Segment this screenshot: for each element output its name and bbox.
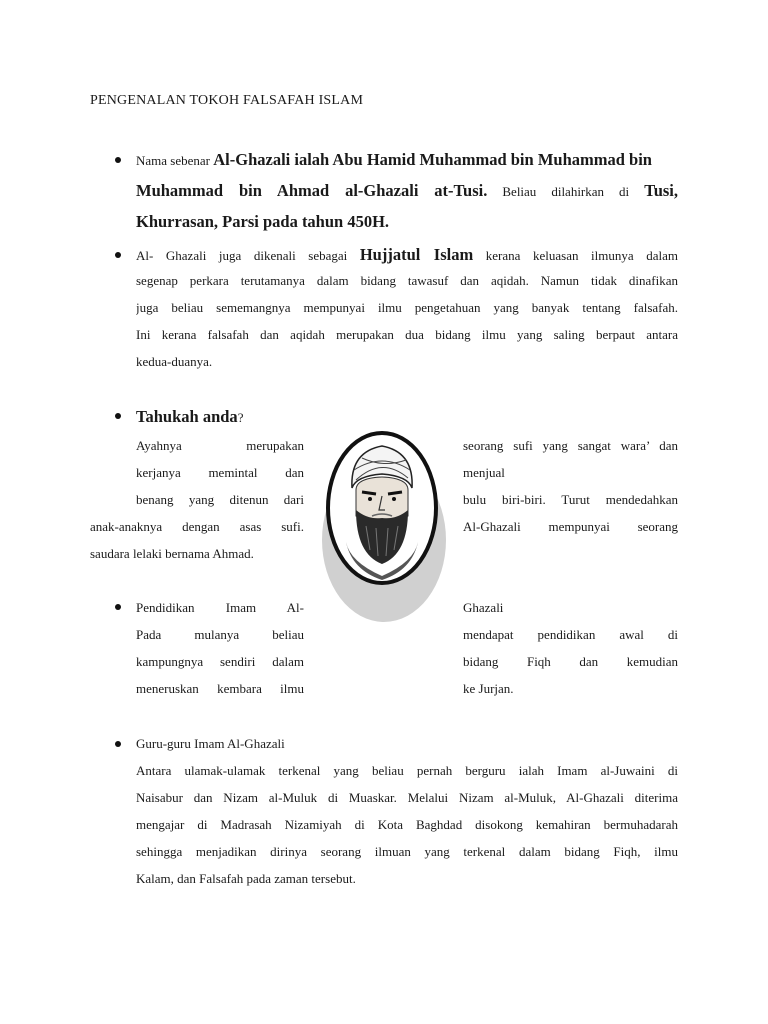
b4-heading-left: Pendidikan Imam Al- bbox=[136, 600, 304, 615]
b1-line2 bbox=[136, 175, 678, 206]
b2-line2: segenap perkara terutamanya dalam bidang tawasuf dan aqidah. Namun tidak dinafikan bbox=[136, 273, 678, 288]
b1-line1 bbox=[136, 144, 678, 175]
b4-left-line: kampungnya sendiri dalam bbox=[136, 654, 304, 669]
b3-right-line: bulu biri-biri. Turut mendedahkan bbox=[463, 492, 678, 507]
b2-line5: kedua-duanya. bbox=[136, 354, 213, 369]
b2-line4: Ini kerana falsafah dan aqidah merupakan dua bidang ilmu yang saling berpaut antara bbox=[136, 327, 678, 342]
b3-heading bbox=[136, 401, 243, 432]
b3-right-line: Al-Ghazali mempunyai seorang bbox=[463, 519, 678, 534]
b2-line1 bbox=[136, 239, 678, 270]
b5-line: Naisabur dan Nizam al-Muluk di Muaskar. Melalui Nizam al-Muluk, Al-Ghazali diterima bbox=[136, 790, 678, 805]
b3-heading-mark: ? bbox=[237, 410, 244, 425]
b2-title: Hujjatul Islam bbox=[359, 245, 474, 264]
b3-left-line: kerjanya memintal dan bbox=[136, 465, 304, 480]
b4-heading-right: Ghazali bbox=[463, 600, 504, 615]
b1-place-year: Khurrasan, Parsi pada tahun 450H. bbox=[136, 212, 390, 231]
b1-line3 bbox=[136, 206, 389, 237]
b1-text: Nama sebenar bbox=[136, 153, 214, 168]
b1-born: Beliau dilahirkan di bbox=[502, 184, 630, 199]
b2-line3: juga beliau sememangnya mempunyai ilmu pengetahuan yang banyak tentang falsafah. bbox=[136, 300, 678, 315]
page-title: PENGENALAN TOKOH FALSAFAH ISLAM bbox=[90, 93, 364, 108]
b5-line: sehingga menjadikan dirinya seorang ilmuan yang terkenal dalam bidang Fiqh, ilmu bbox=[136, 844, 678, 859]
b3-left-line: benang yang ditenun dari bbox=[136, 492, 304, 507]
portrait-image bbox=[322, 430, 446, 622]
bullet-dot bbox=[115, 252, 121, 258]
b4-right-line: bidang Fiqh dan kemudian bbox=[463, 654, 678, 669]
b4-left-line: meneruskan kembara ilmu bbox=[136, 681, 304, 696]
bullet-dot bbox=[115, 157, 121, 163]
b5-line: mengajar di Madrasah Nizamiyah di Kota Baghdad disokong kemahiran bermuhadarah bbox=[136, 817, 678, 832]
b5-line: Kalam, dan Falsafah pada zaman tersebut. bbox=[136, 871, 356, 886]
bullet-dot bbox=[115, 741, 121, 747]
b5-heading: Guru-guru Imam Al-Ghazali bbox=[136, 736, 285, 751]
b2-text: Al- Ghazali juga dikenali sebagai bbox=[136, 248, 360, 263]
b3-heading-text: Tahukah anda bbox=[136, 407, 238, 426]
bullet-dot bbox=[115, 604, 121, 610]
b4-right-line: mendapat pendidikan awal di bbox=[463, 627, 678, 642]
b4-left-line: Pada mulanya beliau bbox=[136, 627, 304, 642]
b3-right-line: seorang sufi yang sangat wara’ dan bbox=[463, 438, 678, 453]
b3-left-line: Ayahnya merupakan bbox=[136, 438, 304, 453]
al-ghazali-portrait-icon bbox=[322, 430, 446, 622]
b4-right-line: ke Jurjan. bbox=[463, 681, 514, 696]
b3-right-line: menjual bbox=[463, 465, 505, 480]
b3-left-line: anak-anaknya dengan asas sufi. bbox=[90, 519, 304, 534]
b1-place: Tusi, bbox=[644, 181, 678, 200]
b2-text: kerana keluasan ilmunya dalam bbox=[473, 248, 678, 263]
bullet-dot bbox=[115, 413, 121, 419]
b1-name: Al-Ghazali ialah Abu Hamid Muhammad bin Muhammad bin bbox=[213, 150, 652, 169]
b1-name-cont: Muhammad bin Ahmad al-Ghazali at-Tusi. bbox=[136, 181, 488, 200]
b3-left-line: saudara lelaki bernama Ahmad. bbox=[90, 546, 254, 561]
b5-line: Antara ulamak-ulamak terkenal yang beliau pernah berguru ialah Imam al-Juwaini di bbox=[136, 763, 678, 778]
